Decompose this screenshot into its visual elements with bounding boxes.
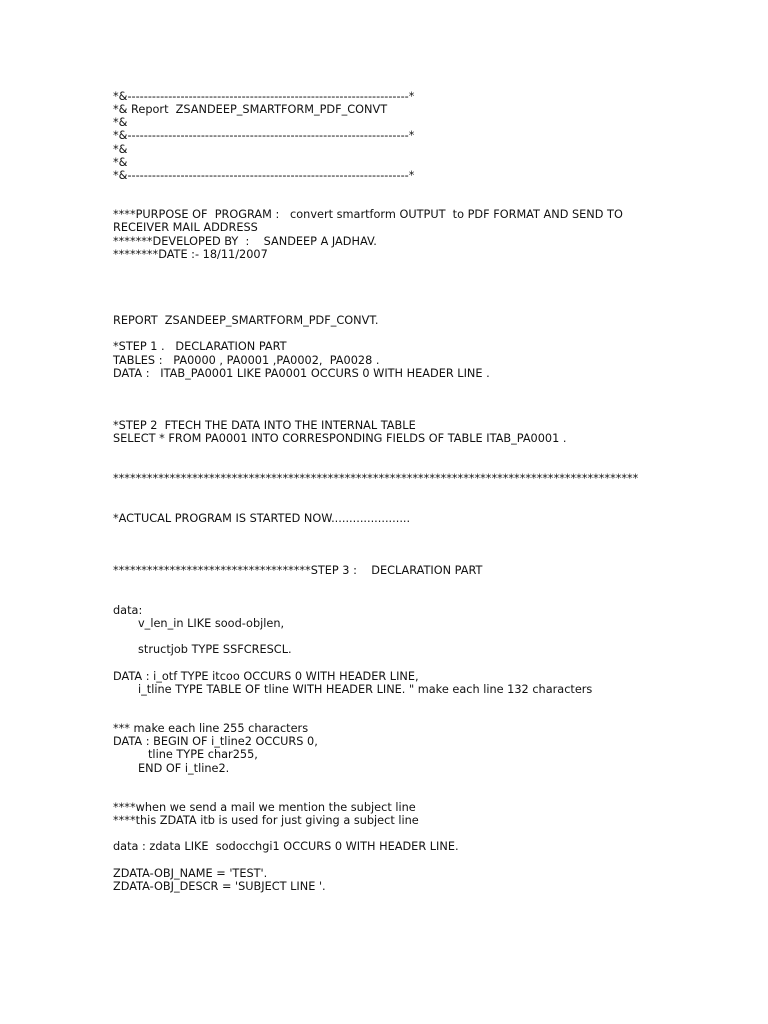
select-statement: SELECT * FROM PA0001 INTO CORRESPONDING FIELDS OF TABLE ITAB_PA0001 . [113, 432, 567, 445]
tline2-field: tline TYPE char255, [148, 748, 258, 761]
header-rule: *&---------------------------------------------------------------------* [113, 129, 415, 142]
zdata-declaration: data : zdata LIKE sodocchgi1 OCCURS 0 WITH HEADER LINE. [113, 840, 459, 853]
header-rule: *&---------------------------------------------------------------------* [113, 169, 415, 182]
developed-by-line: *******DEVELOPED BY : SANDEEP A JADHAV. [113, 235, 377, 248]
i-tline-declaration: i_tline TYPE TABLE OF tline WITH HEADER LINE. " make each line 132 characters [138, 683, 593, 696]
mail-comment: ****when we send a mail we mention the subject line [113, 801, 416, 814]
header-blank: *& [113, 156, 128, 169]
purpose-line-cont: RECEIVER MAIL ADDRESS [113, 221, 258, 234]
step2-comment: *STEP 2 FTECH THE DATA INTO THE INTERNAL TABLE [113, 419, 416, 432]
obj-descr-assignment: ZDATA-OBJ_DESCR = 'SUBJECT LINE '. [113, 880, 326, 893]
report-header-line: *& Report ZSANDEEP_SMARTFORM_PDF_CONVT [113, 103, 388, 116]
header-rule: *&---------------------------------------------------------------------* [113, 90, 415, 103]
data-keyword: data: [113, 604, 143, 617]
obj-name-assignment: ZDATA-OBJ_NAME = 'TEST'. [113, 867, 268, 880]
tline2-begin: DATA : BEGIN OF i_tline2 OCCURS 0, [113, 735, 318, 748]
structjob-declaration: structjob TYPE SSFCRESCL. [138, 643, 292, 656]
actual-start-comment: *ACTUCAL PROGRAM IS STARTED NOW...................... [113, 512, 411, 525]
header-blank: *& [113, 116, 128, 129]
tline2-end: END OF i_tline2. [138, 762, 230, 775]
star-separator: ********************************************************************************************* [113, 472, 639, 485]
itab-declaration: DATA : ITAB_PA0001 LIKE PA0001 OCCURS 0 WITH HEADER LINE . [113, 367, 490, 380]
i-otf-declaration: DATA : i_otf TYPE itcoo OCCURS 0 WITH HEADER LINE, [113, 670, 419, 683]
purpose-line: ****PURPOSE OF PROGRAM : convert smartform OUTPUT to PDF FORMAT AND SEND TO [113, 208, 623, 221]
header-blank: *& [113, 143, 128, 156]
tline2-comment: *** make each line 255 characters [113, 722, 309, 735]
step3-comment: ***********************************STEP 3 : DECLARATION PART [113, 564, 483, 577]
date-line: ********DATE :- 18/11/2007 [113, 248, 268, 261]
tables-statement: TABLES : PA0000 , PA0001 ,PA0002, PA0028 . [113, 354, 380, 367]
report-statement: REPORT ZSANDEEP_SMARTFORM_PDF_CONVT. [113, 314, 379, 327]
v-len-in-declaration: v_len_in LIKE sood-objlen, [138, 617, 285, 630]
step1-comment: *STEP 1 . DECLARATION PART [113, 340, 287, 353]
zdata-comment: ****this ZDATA itb is used for just giving a subject line [113, 814, 419, 827]
